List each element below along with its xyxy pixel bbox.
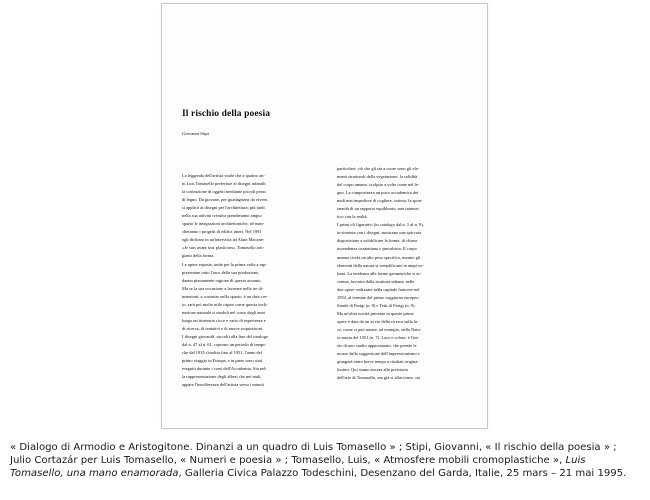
text-line: danno pienamente ragione di questo assunto. [182,277,262,283]
text-line: di legno. Da giovane, per guadagnarsi da vivere, [182,197,269,203]
text-line: La leggenda dell'artista vuole che a quattro an- [182,173,265,178]
text-line: primo viaggio in Europa, e in parte sono stati [182,358,263,364]
caption-book-title: Luis Tomasello, una mano enamorada [10,455,586,480]
scanned-page [161,3,488,429]
text-line: due opere realizzate nella capitale francese nel [337,286,420,292]
text-line: lungo un itinerario ricco e vario di esperienze e [182,317,266,323]
text-line: gno. La compostezza un poco accademica dei [337,190,419,196]
text-line: ce, come si può notare, ad esempio, nella Natu- [337,326,422,332]
left-text-column [182,172,325,389]
text-line: del corpo umano, scolpito a volte come nel le- [337,182,420,188]
text-line: I disegni giovanili, raccolti alla fine del catalogo [182,333,269,339]
text-line: di ricerca, di tentativi e di nuove acquisizioni. [182,325,264,331]
text-line: Strade di Parigi (n. 8) e Tetti di Parigi (n. 9). [337,302,416,308]
text-line: eseguiti durante i corsi dell'Accademia. Sia nel- [182,366,267,372]
text-line: dell'arte di Tomasello, ma già si affacciano, sia [337,375,421,381]
text-line: particolari: ciò che gli sta a cuore sono gli ele- [337,166,420,171]
right-text-column [337,165,480,382]
text-line: centua, favorita dalla struttura urbana, nelle [337,278,415,284]
caption-text: « Dialogo di Armodio e Aristogitone. Dinanzi a un quadro di Luis Tomasello » ; Stipi, Giovanni, « Il rischio della poesia » ; Julio Cortazár per Luis Tomasello, « Numeri e poesia » ; Tomasello, Luis, « Atmosfere mobili cromoplastiche », [10,442,617,467]
text-line: giungerà entro breve tempo a risultati origina- [337,359,419,365]
text-line: Le opere esposte, unite per la prima volta a rap- [182,261,267,267]
text-line: nudi non impedisce di cogliere, sottesa, la spon- [337,198,423,204]
text-line: zio di uno studio appassionato, che prende le [337,343,417,349]
text-line: tico con la realtà. [337,214,368,220]
text-line: presentare tutto l'arco della sua produzione, [182,269,260,275]
text-line: ni Luis Tomasello preferisse ai disegni infantili [182,181,266,187]
text-line: mosse dalla suggestione dell'impressionismo e [337,351,420,357]
document-author: Giovanni Stipi [182,131,209,136]
text-line: Ma un'altra novità presente in queste prime [337,310,414,316]
text-line: mensioni, a costruire nello spazio, è un dato cer- [182,293,268,299]
caption-text-end: , Galleria Civica Palazzo Todeschini, Desenzano del Garda, Italie, 25 mars – 21 mai 1995. [178,468,627,480]
text-line: giano della forma. [182,253,215,259]
text-line: dal n. 47 al n. 61, coprono un periodo di tempo [182,341,266,347]
text-line: 1952, al termine del primo soggiorno europeo: [337,294,420,300]
text-line: nazione naturale si moduli nel corso degli anni [182,309,265,315]
text-line: lumi. La tendenza alle forme geometriche si ac- [337,270,422,276]
text-line: elementi della natura si semplificano in ampi vo- [337,262,424,268]
text-line: to, sarà poi molto utile capire come questa incli- [182,301,268,307]
text-line: nella sua attività creativa prenderanno ampio [182,213,262,219]
text-line: menti strutturali della vegetazione, la solidità [337,174,418,180]
text-line: I primi oli figurativi (in catalogo dal n. 1 al n. 9), [337,222,424,228]
text-line: si applicò ai disegni per l'architettura; più tardi [182,205,265,211]
text-line: Ma se la sua vocazione a lavorare nelle tre di- [182,285,264,291]
image-caption [10,441,640,481]
text-line: lissimi. Qui siamo ancora alla preistoria [337,367,408,373]
text-line: cheranno i progetti di edifici interi. Nel 1991 [182,229,262,235]
text-line: disposizione a solidificare la forma, di chiara [337,238,417,244]
document-title: Il rischio della poesia [182,109,271,119]
text-line: ascendenza cezanniana o precubista. Il corpo [337,246,417,252]
text-line: la rappresentazione degli alberi che nei nudi, [182,374,262,380]
text-line: egli dichiara in un'intervista ad Alain Macaire: [182,237,265,243]
text-line: la costruzione di oggetti mediante piccoli pezzi [182,189,266,195]
text-line: «Je suis avant tout plasticien». Tomasello arti- [182,245,265,251]
text-line: umano rivela un alto peso specifico, mentre gli [337,254,421,260]
text-line: in sintonia con i disegni, mostrano una spiccata [337,230,422,236]
text-line: opere è data da un avvio della ricerca sulla lu- [337,318,419,324]
text-line: spazio le integrazioni architettoniche, né man- [182,221,265,227]
text-line: ra morta del 1951 (n. 7). Luce e colore: è l'ini- [337,334,420,340]
text-line: appare l'insofferenza dell'artista verso i minuti [182,382,264,388]
text-line: taneità di un rapporto equilibrato, non trauma- [337,206,420,212]
text-line: che dal 1935 s'inoltra fino al 1951, l'anno del [182,350,262,356]
